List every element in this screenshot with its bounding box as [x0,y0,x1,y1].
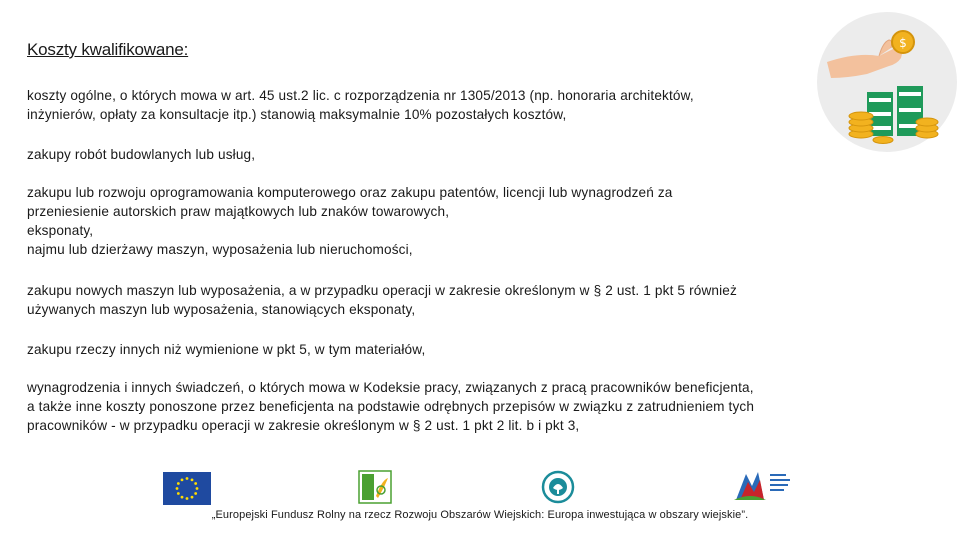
svg-text:$: $ [899,36,907,50]
footer-caption: „Europejski Fundusz Rolny na rzecz Rozwoju Obszarów Wiejskich: Europa inwestująca w obszary wiejskie”. [211,509,749,521]
paragraph-line: zakupu lub rozwoju oprogramowania komputerowego oraz zakupu patentów, licencji lub wynagrodzeń za [27,185,673,200]
leader-logo-icon [358,470,392,504]
paragraph-line: zakupu rzeczy innych niż wymienione w pkt 5, w tym materiałów, [27,342,426,357]
eu-star [191,496,194,499]
logo-bar [0,462,960,512]
eu-star [181,496,184,499]
paragraph-line: używanych maszyn lub wyposażenia, stanowiących eksponaty, [27,302,416,317]
paragraph-line: najmu lub dzierżawy maszyn, wyposażenia lub nieruchomości, [27,242,413,257]
paragraph-line: pracowników - w przypadku operacji w zakresie określonym w § 2 ust. 1 pkt 2 lit. b i pkt 3, [27,418,580,433]
paragraph-line: wynagrodzenia i innych świadczeń, o których mowa w Kodeksie pracy, związanych z pracą pracowników beneficjenta, [27,380,754,395]
eu-star [177,492,180,495]
paragraph-line: zakupy robót budowlanych lub usług, [27,147,256,162]
eu-star [186,497,189,500]
paragraph-line: zakupu nowych maszyn lub wyposażenia, a w przypadku operacji w zakresie określonym w § 2 ust. 1 pkt 5 również [27,283,737,298]
eu-star [194,482,197,485]
eu-star [196,487,199,490]
paragraph-line: przeniesienie autorskich praw majątkowych lub znaków towarowych, [27,204,450,219]
prow-logo-icon [541,470,575,504]
eu-star [194,492,197,495]
list-item [27,281,887,319]
eu-star [191,478,194,481]
list-item [27,145,887,164]
slide-title: Koszty kwalifikowane: [27,40,189,59]
list-item [27,340,887,359]
list-item [27,183,887,259]
eu-flag-icon [163,472,211,505]
eu-star [177,482,180,485]
eu-star [181,478,184,481]
paragraph-line: a także inne koszty ponoszone przez beneficjenta na podstawie odrębnych przepisów w związku z zatrudnieniem tych [27,399,755,414]
ministry-logo-icon [732,466,794,504]
hand-with-coin-icon [817,12,957,152]
paragraph-line: inżynierów, opłaty za konsultacje itp.) stanowią maksymalnie 10% pozostałych kosztów, [27,107,567,122]
paragraph-line: eksponaty, [27,223,94,238]
eu-star [176,487,179,490]
eu-star [186,477,189,480]
paragraph-line: koszty ogólne, o których mowa w art. 45 ust.2 lic. c rozporządzenia nr 1305/2013 (np. honoraria architektów, [27,88,694,103]
list-item [27,378,887,435]
list-item [27,86,887,124]
